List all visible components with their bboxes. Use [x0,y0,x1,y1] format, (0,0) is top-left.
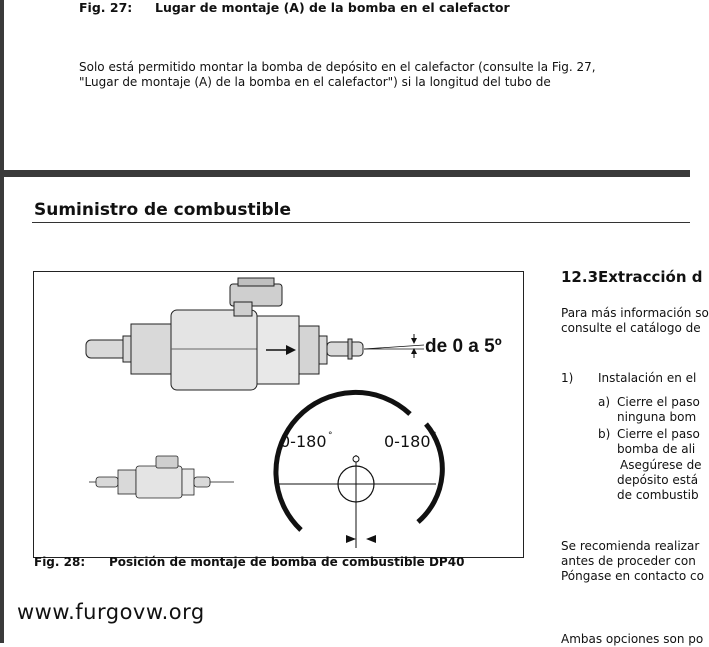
paragraph-line: Póngase en contacto co [561,569,704,583]
sub-line: de combustib [617,488,699,502]
paragraph-line: Para más información so [561,306,709,320]
left-margin-bar [0,0,4,643]
fig28-label: Fig. 28: [34,555,86,569]
angle-label: de 0 a 5º [425,336,502,357]
heading-text: Extracción d [598,268,703,286]
sub-line: ninguna bom [617,410,697,424]
fig27-caption [79,0,510,15]
paragraph-line: Se recomienda realizar [561,539,700,553]
paragraph-line: Ambas opciones son po [561,632,704,646]
pump-small-drawing [89,456,234,498]
sub-line: Asegúrese de [620,458,702,472]
sub-line: Cierre el paso [617,395,700,409]
svg-text:°: ° [432,431,437,441]
paragraph-line: antes de proceder con [561,554,696,568]
pump-large-drawing [86,278,363,390]
recommend-paragraph [561,539,704,584]
options-paragraph [561,632,703,647]
sub-label: b) [598,427,611,441]
fig28-text: Posición de montaje de bomba de combustible DP40 [109,555,465,569]
sub-label: a) [598,395,611,409]
paragraph-line: consulte el catálogo de [561,321,701,335]
section-rule [32,222,690,223]
svg-text:°: ° [328,431,333,441]
mounting-paragraph [79,60,599,90]
paragraph-line: "Lugar de montaje (A) de la bomba en el calefactor") si la longitud del tubo de [79,75,551,89]
info-paragraph [561,306,709,336]
page-separator [0,170,690,177]
heading-number: 12.3 [561,268,599,286]
sub-line: bomba de ali [617,442,696,456]
figure-28-box [33,271,524,558]
fig28-caption [34,555,464,569]
sub-line: depósito está [617,473,699,487]
list-text: Instalación en el [598,371,697,385]
fig27-label: Fig. 27: [79,0,133,15]
rotation-right-label: 0-180 [384,432,431,451]
sub-line: Cierre el paso [617,427,700,441]
section-heading-12-3 [561,268,702,286]
rotation-diagram [276,392,442,548]
fig27-text: Lugar de montaje (A) de la bomba en el calefactor [155,0,510,15]
list-number: 1) [561,371,574,385]
watermark: www.furgovw.org [17,600,205,624]
list-item-1 [561,371,697,386]
pump-diagram [34,272,523,557]
rotation-left-label: 0-180 [280,432,327,451]
paragraph-line: Solo está permitido montar la bomba de depósito en el calefactor (consulte la Fig. 27, [79,60,596,74]
section-title: Suministro de combustible [34,200,292,220]
